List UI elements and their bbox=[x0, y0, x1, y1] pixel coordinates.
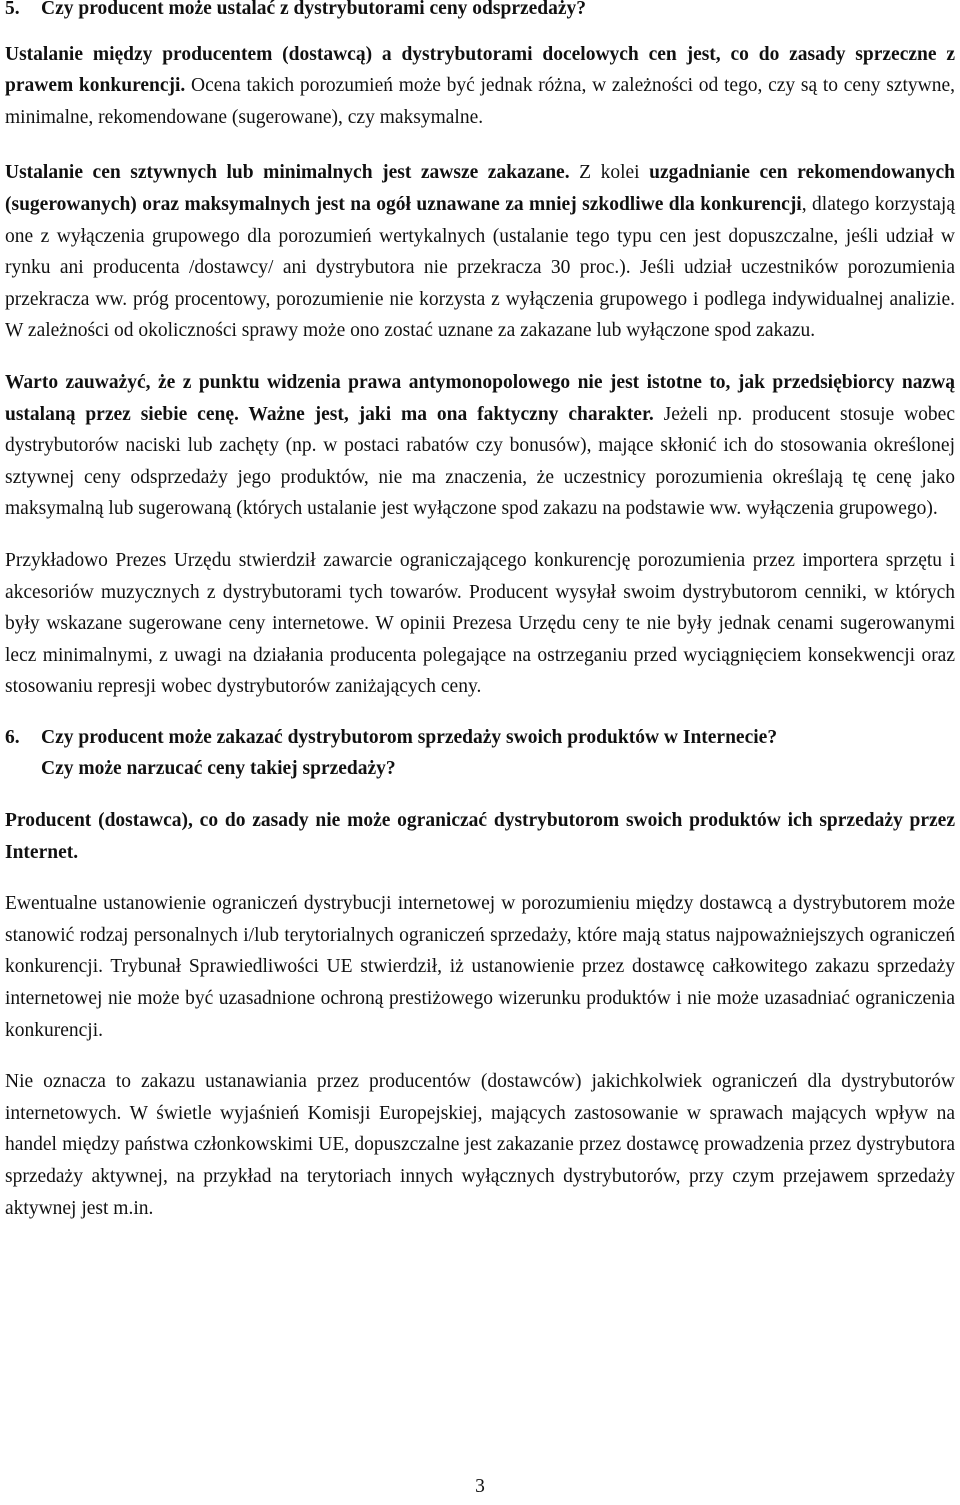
paragraph-price-setting-intro bbox=[5, 39, 955, 134]
body-text: Ocena takich porozumień może być jednak różna, w zależności od tego, czy są to ceny sztywne, minimalne, rekomendowane (sugerowane), czy maksymalne. bbox=[5, 75, 955, 128]
section-heading-6 bbox=[5, 722, 955, 785]
bold-text: uzgadnianie cen rekomendowanych (sugerowanych) oraz maksymalnych jest na ogół uznawane za mniej szkodliwe dla konkurencji bbox=[5, 162, 955, 215]
section-number: 5. bbox=[5, 0, 20, 19]
paragraph-example-case: Przykładowo Prezes Urzędu stwierdził zawarcie ograniczającego konkurencję porozumienia przez importera sprzętu i akcesoriów muzycznych z dystrybutorami tych towarów. Producent wysyłał swoim dystrybutorom cenniki, w których były wskazane sugerowane ceny internetowe. W opinii Prezesa Urzędu ceny te nie były jednak cenami sugerowanymi lecz minimalnymi, z uwagi na działania producenta polegające na ostrzeganiu przed wyciągnięciem konsekwencji oraz stosowaniu represji wobec dystrybutorów zaniżających ceny. bbox=[5, 549, 955, 698]
body-text: Jeżeli np. producent stosuje wobec dystrybutorów naciski lub zachęty (np. w postaci rabatów czy bonusów), mające skłonić ich do stosowania określonej sztywnej ceny odsprzedaży jego produktów, nie ma znaczenia, że uczestnicy porozumienia określają tę cenę jako maksymalną lub sugerowaną (których ustalanie jest wyłączone spod zakazu na podstawie ww. wyłączenia grupowego). bbox=[5, 403, 955, 520]
section-title-line-1: Czy producent może zakazać dystrybutorom sprzedaży swoich produktów w Internecie? bbox=[41, 726, 778, 748]
paragraph-internet-sales-rule: Producent (dostawca), co do zasady nie może ograniczać dystrybutorom swoich produktów ich sprzedaży przez Internet. bbox=[5, 810, 955, 863]
page-number: 3 bbox=[475, 1476, 485, 1497]
bold-text: Warto zauważyć, że z punktu widzenia prawa antymonopolowego nie jest istotne to, jak przedsiębiorcy nazwą ustalaną przez siebie cenę. Ważne jest, jaki ma ona faktyczny charakter. bbox=[5, 371, 955, 425]
paragraph-active-sales: Nie oznacza to zakazu ustanawiania przez producentów (dostawców) jakichkolwiek ograniczeń dla dystrybutorów internetowych. W świetle wyjaśnień Komisji Europejskiej, mających zastosowanie w sprawach mających wpływ na handel między państwa członkowskimi UE, dopuszczalne jest zakazanie przez dostawcę prowadzenia przez dystrybutora sprzedaży aktywnej, na przykład na terytoriach innych wyłącznych dystrybutorów, przy czym przejawem sprzedaży aktywnej jest m.in. bbox=[5, 1071, 955, 1219]
section-heading-5 bbox=[5, 0, 955, 25]
section-title-line-2: Czy może narzucać ceny takiej sprzedaży? bbox=[41, 758, 396, 780]
body-text: , dlatego korzystają one z wyłączenia grupowego dla porozumień wertykalnych (ustalanie tego typu cen jest dopuszczalne, jeśli udział w rynku ani producenta /dostawcy/ ani dystrybutora nie przekracza 30 proc.). Jeśli udział uczestników porozumienia przekracza ww. próg procentowy, porozumienie nie korzysta z wyłączenia grupowego i podlega indywidualnej analizie. W zależności od okoliczności sprawy może ono zostać uznane za zakazane lub wyłączone spod zakazu. bbox=[5, 193, 955, 342]
section-title: Czy producent może ustalać z dystrybutorami ceny odsprzedaży? bbox=[41, 0, 587, 19]
paragraph-online-restrictions: Ewentualne ustanowienie ograniczeń dystrybucji internetowej w porozumieniu między dostawcą a dystrybutorem może stanowić rodzaj personalnych i/lub terytorialnych ograniczeń sprzedaży, które mają status najpoważniejszych ograniczeń konkurencji. Trybunał Sprawiedliwości UE stwierdził, iż ustanowienie przez dostawcę całkowitego zakazu sprzedaży internetowej nie może być uzasadnione ochroną prestiżowego wizerunku produktów i nie może uzasadniać ograniczenia konkurencji. bbox=[5, 893, 955, 1041]
paragraph-actual-character bbox=[5, 367, 955, 525]
section-number: 6. bbox=[5, 726, 20, 748]
bold-text: Ustalanie między producentem (dostawcą) a dystrybutorami docelowych cen jest, co do zasady sprzeczne z prawem konkurencji. bbox=[5, 43, 955, 97]
bold-text: Ustalanie cen sztywnych lub minimalnych jest zawsze zakazane. bbox=[5, 162, 570, 184]
body-text: Z kolei bbox=[569, 162, 650, 184]
paragraph-fixed-minimum-prices bbox=[5, 157, 955, 347]
